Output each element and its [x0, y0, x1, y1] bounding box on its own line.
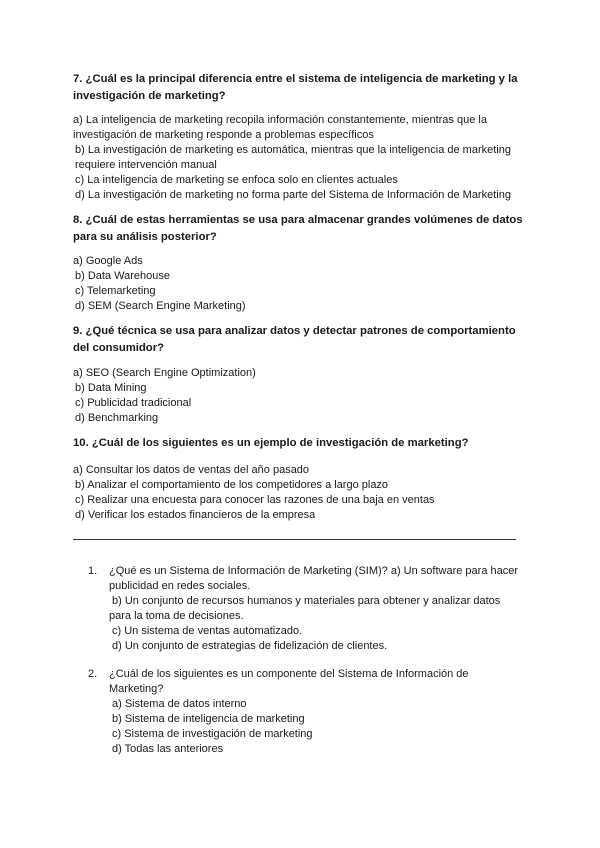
numbered-item-1-number: 1.	[88, 565, 98, 577]
question-10-title: 10. ¿Cuál de los siguientes es un ejemplo de investigación de marketing?	[73, 437, 469, 449]
question-7-options	[73, 113, 533, 203]
numbered-item-2-option-d: d) Todas las anteriores	[112, 743, 224, 755]
numbered-item-2	[88, 667, 528, 757]
numbered-item-1-line-4: para la toma de decisiones.	[109, 610, 244, 622]
question-9-option-a: a) SEO (Search Engine Optimization)	[73, 367, 256, 379]
question-8-option-a: a) Google Ads	[73, 255, 143, 267]
question-7-option-b: b) La investigación de marketing es automática, mientras que la inteligencia de marketing requiere intervención manual	[75, 144, 511, 171]
question-8-title: 8. ¿Cuál de estas herramientas se usa para almacenar grandes volúmenes de datos para su análisis posterior?	[73, 214, 523, 243]
question-8-option-b: b) Data Warehouse	[75, 270, 170, 282]
numbered-item-1	[88, 564, 528, 654]
question-9-title: 9. ¿Qué técnica se usa para analizar datos y detectar patrones de comportamiento del consumidor?	[73, 325, 516, 354]
numbered-item-2-line-1: ¿Cuál de los siguientes es un componente del Sistema de Información de	[109, 668, 469, 680]
numbered-item-1-option-c: c) Un sistema de ventas automatizado.	[112, 625, 303, 637]
question-8-option-d: d) SEM (Search Engine Marketing)	[75, 300, 246, 312]
question-8-options	[73, 254, 533, 314]
question-7-option-d: d) La investigación de marketing no forma parte del Sistema de Información de Marketing	[75, 189, 511, 201]
question-10-option-c: c) Realizar una encuesta para conocer las razones de una baja en ventas	[75, 494, 435, 506]
numbered-item-1-line-2: publicidad en redes sociales.	[109, 580, 251, 592]
numbered-item-1-option-b: b) Un conjunto de recursos humanos y materiales para obtener y analizar datos	[112, 595, 501, 607]
numbered-item-2-option-c: c) Sistema de investigación de marketing	[112, 728, 313, 740]
question-10-option-a: a) Consultar los datos de ventas del año pasado	[73, 464, 310, 476]
question-9-option-d: d) Benchmarking	[75, 412, 159, 424]
numbered-item-1-option-d: d) Un conjunto de estrategias de fidelización de clientes.	[112, 640, 388, 652]
question-10-option-d: d) Verificar los estados financieros de la empresa	[75, 509, 316, 521]
numbered-item-2-number: 2.	[88, 668, 98, 680]
question-9-option-b: b) Data Mining	[75, 382, 147, 394]
question-9-options	[73, 366, 533, 426]
question-7-title: 7. ¿Cuál es la principal diferencia entre el sistema de inteligencia de marketing y la investigación de marketing?	[73, 73, 518, 102]
question-7-option-a: a) La inteligencia de marketing recopila información constantemente, mientras que la investigación de marketing responde a problemas específicos	[73, 114, 487, 141]
question-7-option-c: c) La inteligencia de marketing se enfoca solo en clientes actuales	[75, 174, 398, 186]
question-10-options	[73, 463, 533, 523]
question-8-option-c: c) Telemarketing	[75, 285, 156, 297]
section-divider	[73, 539, 516, 540]
question-10-option-b: b) Analizar el comportamiento de los competidores a largo plazo	[75, 479, 389, 491]
numbered-item-2-line-2: Marketing?	[109, 683, 164, 695]
numbered-item-2-option-b: b) Sistema de inteligencia de marketing	[112, 713, 305, 725]
numbered-item-1-line-1: ¿Qué es un Sistema de Información de Marketing (SIM)? a) Un software para hacer	[109, 565, 519, 577]
question-9-option-c: c) Publicidad tradicional	[75, 397, 192, 409]
numbered-item-2-option-a: a) Sistema de datos interno	[112, 698, 247, 710]
